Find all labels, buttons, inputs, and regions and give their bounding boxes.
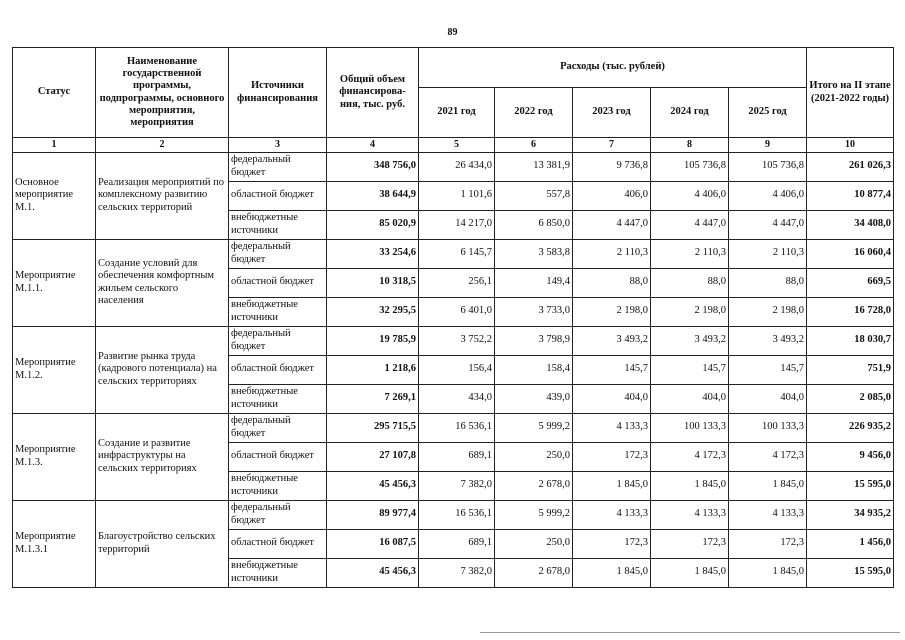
year-2022-cell: 5 999,2 <box>495 500 573 529</box>
year-2025-cell: 172,3 <box>729 529 807 558</box>
source-cell: федеральный бюджет <box>229 152 327 181</box>
year-2024-cell: 2 110,3 <box>651 239 729 268</box>
year-2021-cell: 6 145,7 <box>419 239 495 268</box>
year-2022-cell: 149,4 <box>495 268 573 297</box>
year-2023-cell: 406,0 <box>573 181 651 210</box>
year-2025-cell: 4 133,3 <box>729 500 807 529</box>
year-2021-cell: 256,1 <box>419 268 495 297</box>
year-2025-cell: 100 133,3 <box>729 413 807 442</box>
year-2021-cell: 689,1 <box>419 529 495 558</box>
stage-total-cell: 261 026,3 <box>807 152 894 181</box>
year-2021-cell: 7 382,0 <box>419 471 495 500</box>
year-2021-cell: 1 101,6 <box>419 181 495 210</box>
source-cell: областной бюджет <box>229 442 327 471</box>
year-2024-cell: 4 447,0 <box>651 210 729 239</box>
year-2022-cell: 13 381,9 <box>495 152 573 181</box>
year-2023-cell: 9 736,8 <box>573 152 651 181</box>
source-cell: внебюджетные источники <box>229 297 327 326</box>
column-number: 2 <box>96 138 229 153</box>
header-stage-total: Итого на II этапе (2021-2022 годы) <box>807 48 894 138</box>
total-cell: 45 456,3 <box>327 558 419 587</box>
year-2021-cell: 16 536,1 <box>419 413 495 442</box>
total-cell: 10 318,5 <box>327 268 419 297</box>
year-2023-cell: 88,0 <box>573 268 651 297</box>
total-cell: 32 295,5 <box>327 297 419 326</box>
stage-total-cell: 16 060,4 <box>807 239 894 268</box>
budget-table <box>12 47 894 588</box>
total-cell: 1 218,6 <box>327 355 419 384</box>
year-2023-cell: 2 110,3 <box>573 239 651 268</box>
year-2021-cell: 26 434,0 <box>419 152 495 181</box>
stage-total-cell: 34 408,0 <box>807 210 894 239</box>
stage-total-cell: 18 030,7 <box>807 326 894 355</box>
year-2023-cell: 2 198,0 <box>573 297 651 326</box>
status-cell: Мероприятие М.1.3. <box>13 413 96 500</box>
header-year: 2024 год <box>651 88 729 138</box>
stage-total-cell: 669,5 <box>807 268 894 297</box>
year-2023-cell: 404,0 <box>573 384 651 413</box>
year-2024-cell: 404,0 <box>651 384 729 413</box>
year-2025-cell: 4 447,0 <box>729 210 807 239</box>
source-cell: внебюджетные источники <box>229 210 327 239</box>
year-2025-cell: 4 172,3 <box>729 442 807 471</box>
header-expenses: Расходы (тыс. рублей) <box>419 48 807 88</box>
year-2024-cell: 2 198,0 <box>651 297 729 326</box>
year-2023-cell: 4 447,0 <box>573 210 651 239</box>
year-2023-cell: 3 493,2 <box>573 326 651 355</box>
year-2021-cell: 7 382,0 <box>419 558 495 587</box>
year-2022-cell: 2 678,0 <box>495 471 573 500</box>
year-2021-cell: 156,4 <box>419 355 495 384</box>
source-cell: областной бюджет <box>229 181 327 210</box>
year-2025-cell: 145,7 <box>729 355 807 384</box>
year-2022-cell: 5 999,2 <box>495 413 573 442</box>
source-cell: внебюджетные источники <box>229 384 327 413</box>
header-status: Статус <box>13 48 96 138</box>
year-2022-cell: 3 733,0 <box>495 297 573 326</box>
total-cell: 33 254,6 <box>327 239 419 268</box>
year-2023-cell: 1 845,0 <box>573 558 651 587</box>
source-cell: областной бюджет <box>229 529 327 558</box>
year-2025-cell: 2 110,3 <box>729 239 807 268</box>
status-cell: Мероприятие М.1.3.1 <box>13 500 96 587</box>
column-number: 3 <box>229 138 327 153</box>
year-2024-cell: 4 406,0 <box>651 181 729 210</box>
year-2023-cell: 4 133,3 <box>573 413 651 442</box>
status-cell: Мероприятие М.1.2. <box>13 326 96 413</box>
year-2024-cell: 172,3 <box>651 529 729 558</box>
year-2024-cell: 3 493,2 <box>651 326 729 355</box>
header-year: 2023 год <box>573 88 651 138</box>
total-cell: 16 087,5 <box>327 529 419 558</box>
name-cell: Создание и развитие инфраструктуры на сельских территориях <box>96 413 229 500</box>
year-2022-cell: 557,8 <box>495 181 573 210</box>
total-cell: 7 269,1 <box>327 384 419 413</box>
header-source: Источники финансирования <box>229 48 327 138</box>
name-cell: Создание условий для обеспечения комфортным жильем сельского населения <box>96 239 229 326</box>
total-cell: 38 644,9 <box>327 181 419 210</box>
year-2025-cell: 105 736,8 <box>729 152 807 181</box>
scan-edge-line <box>480 632 900 636</box>
year-2024-cell: 4 172,3 <box>651 442 729 471</box>
year-2022-cell: 3 583,8 <box>495 239 573 268</box>
column-number: 4 <box>327 138 419 153</box>
source-cell: внебюджетные источники <box>229 471 327 500</box>
stage-total-cell: 9 456,0 <box>807 442 894 471</box>
page-number: 89 <box>447 27 458 38</box>
year-2024-cell: 4 133,3 <box>651 500 729 529</box>
column-number: 10 <box>807 138 894 153</box>
stage-total-cell: 10 877,4 <box>807 181 894 210</box>
year-2021-cell: 434,0 <box>419 384 495 413</box>
stage-total-cell: 15 595,0 <box>807 558 894 587</box>
year-2025-cell: 1 845,0 <box>729 471 807 500</box>
source-cell: областной бюджет <box>229 268 327 297</box>
header-year: 2025 год <box>729 88 807 138</box>
year-2022-cell: 250,0 <box>495 442 573 471</box>
year-2024-cell: 105 736,8 <box>651 152 729 181</box>
year-2025-cell: 404,0 <box>729 384 807 413</box>
total-cell: 295 715,5 <box>327 413 419 442</box>
year-2023-cell: 4 133,3 <box>573 500 651 529</box>
year-2025-cell: 88,0 <box>729 268 807 297</box>
stage-total-cell: 34 935,2 <box>807 500 894 529</box>
total-cell: 45 456,3 <box>327 471 419 500</box>
total-cell: 348 756,0 <box>327 152 419 181</box>
year-2025-cell: 3 493,2 <box>729 326 807 355</box>
stage-total-cell: 751,9 <box>807 355 894 384</box>
name-cell: Реализация мероприятий по комплексному развитию сельских территорий <box>96 152 229 239</box>
year-2021-cell: 689,1 <box>419 442 495 471</box>
table-row <box>13 500 894 529</box>
year-2024-cell: 100 133,3 <box>651 413 729 442</box>
stage-total-cell: 15 595,0 <box>807 471 894 500</box>
year-2022-cell: 158,4 <box>495 355 573 384</box>
source-cell: федеральный бюджет <box>229 413 327 442</box>
year-2025-cell: 1 845,0 <box>729 558 807 587</box>
table-row <box>13 239 894 268</box>
table-row <box>13 152 894 181</box>
year-2021-cell: 14 217,0 <box>419 210 495 239</box>
year-2023-cell: 172,3 <box>573 529 651 558</box>
column-number: 9 <box>729 138 807 153</box>
table-row <box>13 326 894 355</box>
status-cell: Основное мероприятие М.1. <box>13 152 96 239</box>
total-cell: 27 107,8 <box>327 442 419 471</box>
year-2025-cell: 4 406,0 <box>729 181 807 210</box>
source-cell: областной бюджет <box>229 355 327 384</box>
year-2022-cell: 250,0 <box>495 529 573 558</box>
header-year: 2021 год <box>419 88 495 138</box>
header-total: Общий объем финансирова-ния, тыс. руб. <box>327 48 419 138</box>
year-2025-cell: 2 198,0 <box>729 297 807 326</box>
total-cell: 89 977,4 <box>327 500 419 529</box>
source-cell: федеральный бюджет <box>229 326 327 355</box>
year-2021-cell: 6 401,0 <box>419 297 495 326</box>
year-2021-cell: 3 752,2 <box>419 326 495 355</box>
source-cell: федеральный бюджет <box>229 500 327 529</box>
year-2023-cell: 172,3 <box>573 442 651 471</box>
year-2023-cell: 145,7 <box>573 355 651 384</box>
stage-total-cell: 2 085,0 <box>807 384 894 413</box>
stage-total-cell: 16 728,0 <box>807 297 894 326</box>
year-2022-cell: 6 850,0 <box>495 210 573 239</box>
name-cell: Развитие рынка труда (кадрового потенциала) на сельских территориях <box>96 326 229 413</box>
source-cell: внебюджетные источники <box>229 558 327 587</box>
status-cell: Мероприятие М.1.1. <box>13 239 96 326</box>
year-2024-cell: 1 845,0 <box>651 471 729 500</box>
year-2022-cell: 2 678,0 <box>495 558 573 587</box>
stage-total-cell: 1 456,0 <box>807 529 894 558</box>
year-2022-cell: 3 798,9 <box>495 326 573 355</box>
column-number: 8 <box>651 138 729 153</box>
year-2021-cell: 16 536,1 <box>419 500 495 529</box>
year-2023-cell: 1 845,0 <box>573 471 651 500</box>
header-name: Наименование государственной программы, подпрограммы, основного мероприятия, мероприятия <box>96 48 229 138</box>
source-cell: федеральный бюджет <box>229 239 327 268</box>
stage-total-cell: 226 935,2 <box>807 413 894 442</box>
column-number: 1 <box>13 138 96 153</box>
name-cell: Благоустройство сельских территорий <box>96 500 229 587</box>
column-number-row <box>13 138 894 153</box>
table-row <box>13 413 894 442</box>
year-2022-cell: 439,0 <box>495 384 573 413</box>
year-2024-cell: 88,0 <box>651 268 729 297</box>
column-number: 7 <box>573 138 651 153</box>
year-2024-cell: 1 845,0 <box>651 558 729 587</box>
total-cell: 85 020,9 <box>327 210 419 239</box>
header-year: 2022 год <box>495 88 573 138</box>
year-2024-cell: 145,7 <box>651 355 729 384</box>
column-number: 6 <box>495 138 573 153</box>
column-number: 5 <box>419 138 495 153</box>
total-cell: 19 785,9 <box>327 326 419 355</box>
